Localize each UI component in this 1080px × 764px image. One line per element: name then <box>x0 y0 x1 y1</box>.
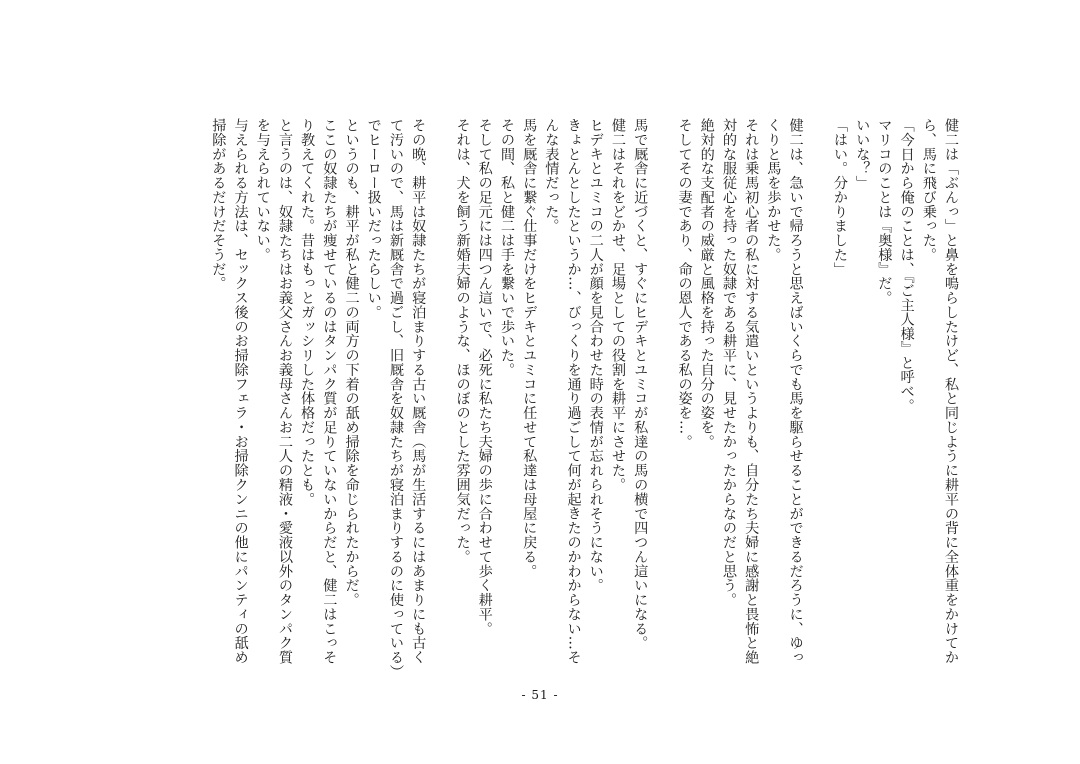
paragraph: 「今日から俺のことは、『ご主人様』と呼べ。 <box>898 118 915 413</box>
paragraph: マリコのことは『奥様』だ。 <box>876 118 893 305</box>
paragraph: 馬で厩舎に近づくと、すぐにヒデキとユミコが私達の馬の横で四つん這いになる。 <box>632 118 649 651</box>
paragraph: 健二は「ぶんっ」と鼻を鳴らしたけど、私と同じように耕平の背に全体重をかけてから、馬に飛び乗った。 <box>920 118 959 665</box>
paragraph: というのも、耕平が私と健二の両方の下着の舐め掃除を命じられたからだ。 <box>343 118 360 607</box>
paragraph: 馬を厩舎に繋ぐ仕事だけをヒデキとユミコに任せて私達は母屋に戻る。 <box>521 118 538 579</box>
page-number: - 51 - <box>521 688 559 702</box>
paragraph: 絶対的な支配者の威厳と風格を持った自分の姿を。 <box>698 118 715 449</box>
paragraph: そして私の足元には四つん這いで、必死に私たち夫婦の歩に合わせて歩く耕平。 <box>476 118 493 636</box>
paragraph: と言うのは、奴隷たちはお義父さんお義母さんお二人の精液・愛液以外のタンパク質を与えられていない。 <box>254 118 293 665</box>
paragraph: 健二はそれをどかせ、足場としての役割を耕平にさせた。 <box>609 118 626 492</box>
paragraph: それは、犬を飼う新婚夫婦のような、ほのぼのとした雰囲気だった。 <box>454 118 471 564</box>
paragraph: 健二は、急いで帰ろうと思えばいくらでも馬を駆らせることができるだろうに、ゆっくりと馬を歩かせた。 <box>765 118 804 665</box>
paragraph: そしてその妻であり、命の恩人である私の姿を…。 <box>676 118 693 449</box>
paragraph: ここの奴隷たちが痩せているのはタンパク質が足りていないからだと、健二はこっそり教えてくれた。昔はもっとガッシリした体格だったとも。 <box>299 118 338 665</box>
paragraph: その間、私と健二は手を繋いで歩いた。 <box>498 118 515 377</box>
paragraph: 「はい。分かりました」 <box>831 118 848 277</box>
blank-line <box>429 118 451 673</box>
vertical-text-body <box>117 118 962 673</box>
paragraph: きょとんとしたというか…、びっくりを通り過ごして何が起きたのかわからない…そんな表情だった。 <box>543 118 582 665</box>
paragraph: その晩、耕平は奴隷たちが寝泊まりする古い厩舎（馬が生活するにはあまりにも古くて汚いので、馬は新厩舎で過ごし、旧厩舎を奴隷たちが寝泊まりするのに使っている）でヒーロー扱いだったらしい。 <box>365 118 427 672</box>
paragraph: それは乗馬初心者の私に対する気遣いというよりも、自分たち夫婦に感謝と畏怖と絶対的な服従心を持った奴隷である耕平に、見せたかったからなのだと思う。 <box>720 118 760 665</box>
blank-line <box>807 118 829 673</box>
paragraph: ヒデキとユミコの二人が顔を見合わせた時の表情が忘れられそうにない。 <box>587 118 604 593</box>
paragraph: 与えられる方法は、セックス後のお掃除フェラ・お掃除クンニの他にパンティの舐め掃除があるだけだそうだ。 <box>210 118 249 665</box>
paragraph: いいな？」 <box>854 118 871 190</box>
blank-line <box>651 118 673 673</box>
